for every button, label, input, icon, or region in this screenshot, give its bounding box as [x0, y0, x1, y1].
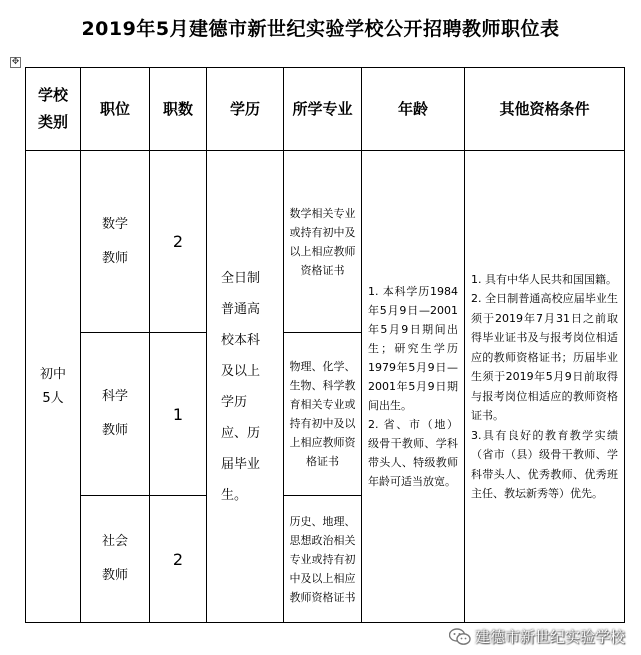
wechat-icon: [449, 628, 471, 646]
watermark-text: 建德市新世纪实验学校: [474, 628, 625, 646]
watermark: [449, 626, 625, 647]
age-cell: 1. 本科学历1984年5月9日—2001年5月9日期间出生；研究生学历1979年5月9日—2001年5月9日期间出生。 2. 省、市（地）级骨干教师、学科带头人、特级教师年龄可适当放宽。: [362, 151, 465, 623]
position-cell: 科学 教师: [81, 333, 150, 496]
major-cell: 物理、化学、生物、科学教育相关专业或持有初中及以上相应教师资格证书: [284, 333, 362, 496]
page-title: 2019年5月建德市新世纪实验学校公开招聘教师职位表: [81, 18, 560, 40]
header-row: [26, 68, 625, 151]
count-cell: 2: [150, 496, 207, 623]
count-cell: 1: [150, 333, 207, 496]
header-position: 职位: [81, 68, 150, 151]
positions-table: [25, 67, 625, 623]
header-count: 职数: [150, 68, 207, 151]
move-handle-icon[interactable]: ✥: [11, 57, 20, 67]
major-cell: 历史、地理、思想政治相关专业或持有初中及以上相应教师资格证书: [284, 496, 362, 623]
major-cell: 数学相关专业或持有初中及以上相应教师资格证书: [284, 151, 362, 333]
count-cell: 2: [150, 151, 207, 333]
table-row: [26, 151, 625, 333]
header-age: 年龄: [362, 68, 465, 151]
header-major: 所学专业: [284, 68, 362, 151]
other-conditions-cell: 1. 具有中华人民共和国国籍。 2. 全日制普通高校应届毕业生须于2019年7月31日之前取得毕业证书及与报考岗位相适应的教师资格证书；历届毕业生须于2019年5月9日前取得与报考岗位相适应的教师资格证书。 3.具有良好的教育教学实绩（省市（县）级骨干教师、学科带头人、优秀教师、优秀班主任、教坛新秀等）优先。: [465, 151, 625, 623]
school-type-cell: 初中 5人: [26, 151, 81, 623]
header-education: 学历: [207, 68, 284, 151]
header-school-type: 学校 类别: [26, 68, 81, 151]
education-cell: 全日制普通高校本科及以上学历应、历届毕业生。: [207, 151, 284, 623]
position-cell: 数学 教师: [81, 151, 150, 333]
position-cell: 社会 教师: [81, 496, 150, 623]
header-other: 其他资格条件: [465, 68, 625, 151]
